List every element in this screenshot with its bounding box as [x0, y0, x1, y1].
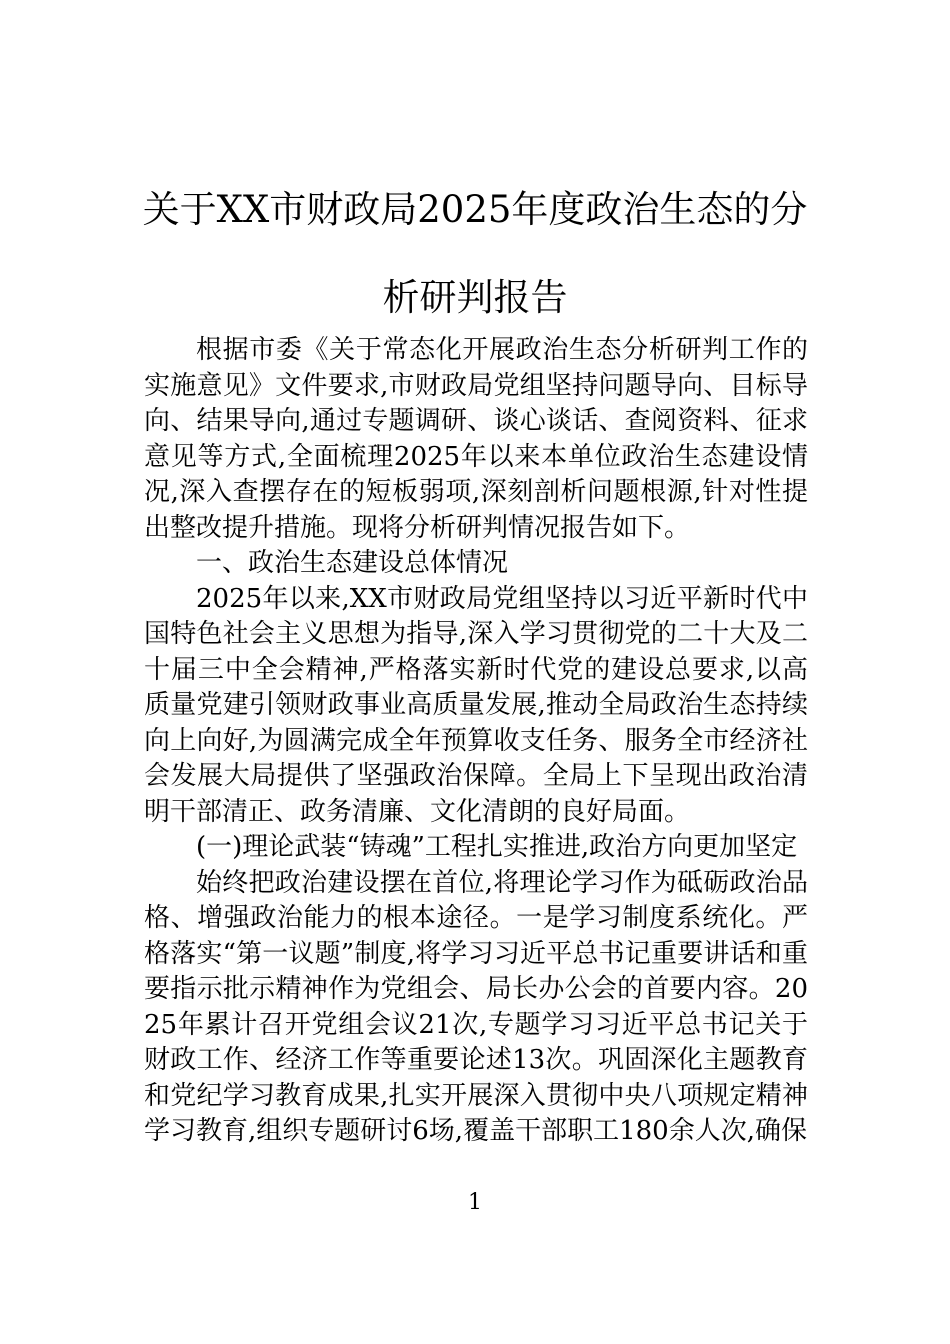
- title-line-1: 关于XX市财政局2025年度政治生态的分: [142, 188, 808, 231]
- overview-paragraph: 2025年以来,XX市财政局党组坚持以习近平新时代中国特色社会主义思想为指导,深入学习贯彻党的二十大及二十届三中全会精神,严格落实新时代党的建设总要求,以高质量党建引领财政事业高质量发展,推动全局政治生态持续向上向好,为圆满完成全年预算收支任务、服务全市经济社会发展大局提供了坚强政治保障。全局上下呈现出政治清明干部清正、政务清廉、文化清朗的良好局面。: [144, 583, 808, 827]
- title-line-2: 析研判报告: [382, 276, 568, 319]
- document-title: [140, 166, 810, 342]
- section-heading-1: 一、政治生态建设总体情况: [196, 548, 509, 578]
- intro-paragraph: 根据市委《关于常态化开展政治生态分析研判工作的实施意见》文件要求,市财政局党组坚持问题导向、目标导向、结果导向,通过专题调研、谈心谈话、查阅资料、征求意见等方式,全面梳理2025年以来本单位政治生态建设情况,深入查摆存在的短板弱项,深刻剖析问题根源,针对性提出整改提升措施。现将分析研判情况报告如下。: [144, 335, 808, 543]
- page-number: 1: [468, 1190, 482, 1215]
- document-body: [144, 333, 808, 1150]
- subsection-heading-1: (一)理论武装“铸魂”工程扎实推进,政治方向更加坚定: [196, 832, 798, 862]
- theory-paragraph: 始终把政治建设摆在首位,将理论学习作为砥砺政治品格、增强政治能力的根本途径。一是学习制度系统化。严格落实“第一议题”制度,将学习习近平总书记重要讲话和重要指示批示精神作为党组会、局长办公会的首要内容。2025年累计召开党组会议21次,专题学习习近平总书记关于财政工作、经济工作等重要论述13次。巩固深化主题教育和党纪学习教育成果,扎实开展深入贯彻中央八项规定精神学习教育,组织专题研讨6场,覆盖干部职工180余人次,确保: [144, 867, 808, 1146]
